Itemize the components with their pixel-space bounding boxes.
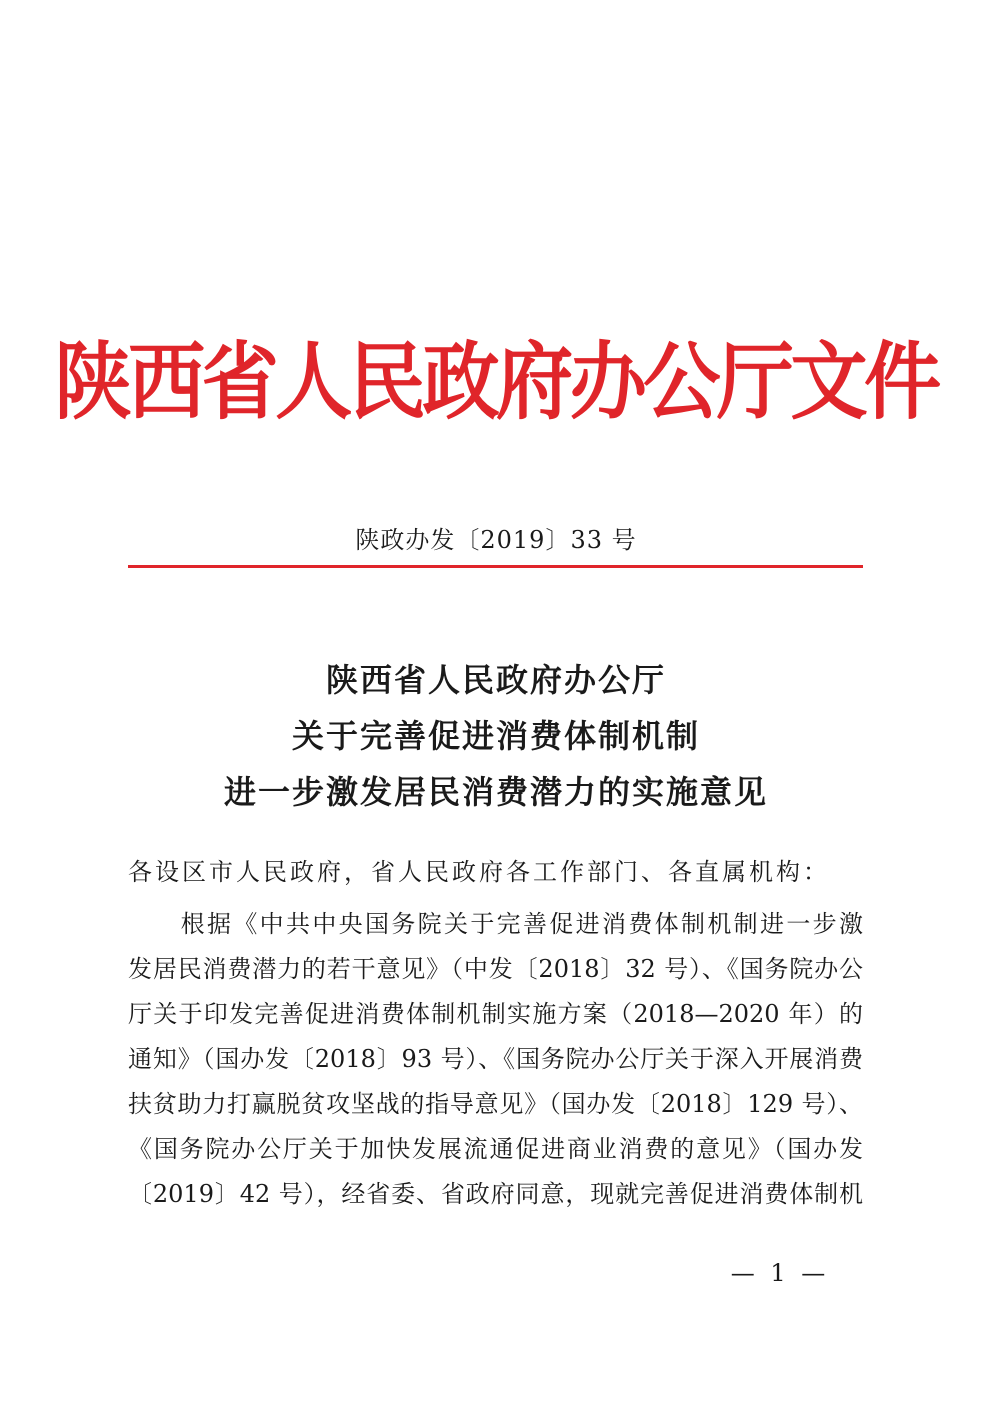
title-line: 进一步激发居民消费潜力的实施意见 <box>223 773 768 811</box>
page-number: — 1 — <box>730 1259 830 1287</box>
red-divider-rule <box>128 565 863 568</box>
title-line: 关于完善促进消费体制机制 <box>291 717 700 755</box>
document-number: 陕政办发〔2019〕33 号 <box>355 526 637 554</box>
body-line: 《国务院办公厅关于加快发展流通促进商业消费的意见》（国办发 <box>128 1135 863 1163</box>
body-line: 发居民消费潜力的若干意见》（中发〔2018〕32 号）、《国务院办公 <box>128 955 863 983</box>
document-title <box>0 652 992 820</box>
body-paragraph <box>128 902 863 1217</box>
body-line: 扶贫助力打赢脱贫攻坚战的指导意见》（国办发〔2018〕129 号）、 <box>128 1090 863 1118</box>
body-line: 通知》（国办发〔2018〕93 号）、《国务院办公厅关于深入开展消费 <box>128 1045 863 1073</box>
document-masthead: 陕西省人民政府办公厅文件 <box>54 332 938 431</box>
body-line: 厅关于印发完善促进消费体制机制实施方案（2018—2020 年）的 <box>128 1000 863 1028</box>
salutation: 各设区市人民政府，省人民政府各工作部门、各直属机构： <box>128 858 830 886</box>
body-line: 〔2019〕42 号），经省委、省政府同意，现就完善促进消费体制机 <box>128 1180 863 1208</box>
title-line: 陕西省人民政府办公厅 <box>325 661 666 699</box>
body-line: 根据《中共中央国务院关于完善促进消费体制机制进一步激 <box>128 910 863 938</box>
